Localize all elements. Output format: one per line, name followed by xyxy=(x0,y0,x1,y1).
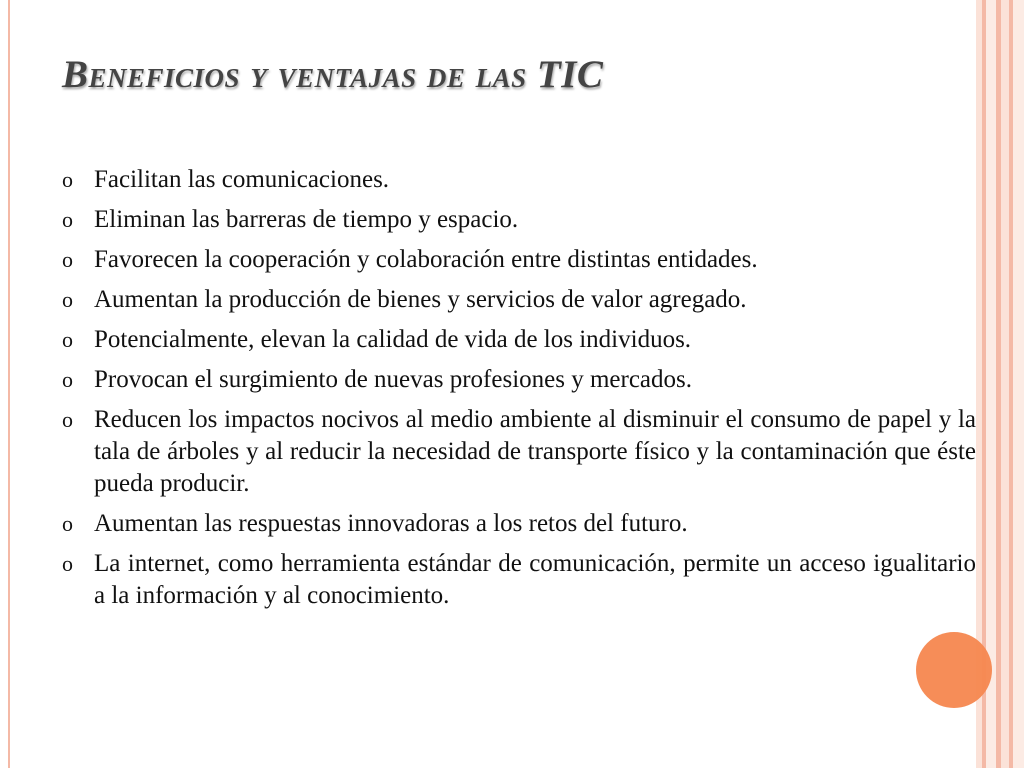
list-item xyxy=(62,324,976,356)
decorative-orange-circle xyxy=(916,632,992,708)
list-item xyxy=(62,164,976,196)
left-border-line xyxy=(8,0,10,768)
list-item-text: Facilitan las comunicaciones. xyxy=(94,166,390,193)
bullet-icon: o xyxy=(62,247,73,272)
bullet-icon: o xyxy=(62,327,73,352)
list-item-text: Aumentan la producción de bienes y servicios de valor agregado. xyxy=(94,286,747,313)
bullet-icon: o xyxy=(62,511,73,536)
list-item xyxy=(62,548,976,612)
slide-title: Beneficios y ventajas de las TIC xyxy=(62,53,604,96)
benefits-list xyxy=(62,164,976,620)
list-item xyxy=(62,244,976,276)
bullet-icon: o xyxy=(62,367,73,392)
list-item-text: Favorecen la cooperación y colaboración entre distintas entidades. xyxy=(94,246,758,273)
bullet-icon: o xyxy=(62,407,73,432)
list-item xyxy=(62,364,976,396)
list-item xyxy=(62,204,976,236)
list-item xyxy=(62,404,976,500)
list-item xyxy=(62,284,976,316)
bullet-icon: o xyxy=(62,207,73,232)
bullet-icon: o xyxy=(62,287,73,312)
list-item xyxy=(62,508,976,540)
list-item-text: Potencialmente, elevan la calidad de vida de los individuos. xyxy=(94,326,692,353)
list-item-text: Aumentan las respuestas innovadoras a los retos del futuro. xyxy=(94,510,688,537)
bullet-icon: o xyxy=(62,551,73,576)
list-item-text: Reducen los impactos nocivos al medio ambiente al disminuir el consumo de papel y la tala de árboles y al reducir la necesidad de transporte físico y la contaminación que éste pueda producir. xyxy=(94,406,976,497)
list-item-text: Provocan el surgimiento de nuevas profesiones y mercados. xyxy=(94,366,692,393)
list-item-text: La internet, como herramienta estándar de comunicación, permite un acceso igualitario a la información y al conocimiento. xyxy=(94,550,976,609)
list-item-text: Eliminan las barreras de tiempo y espacio. xyxy=(94,206,519,233)
bullet-icon: o xyxy=(62,167,73,192)
